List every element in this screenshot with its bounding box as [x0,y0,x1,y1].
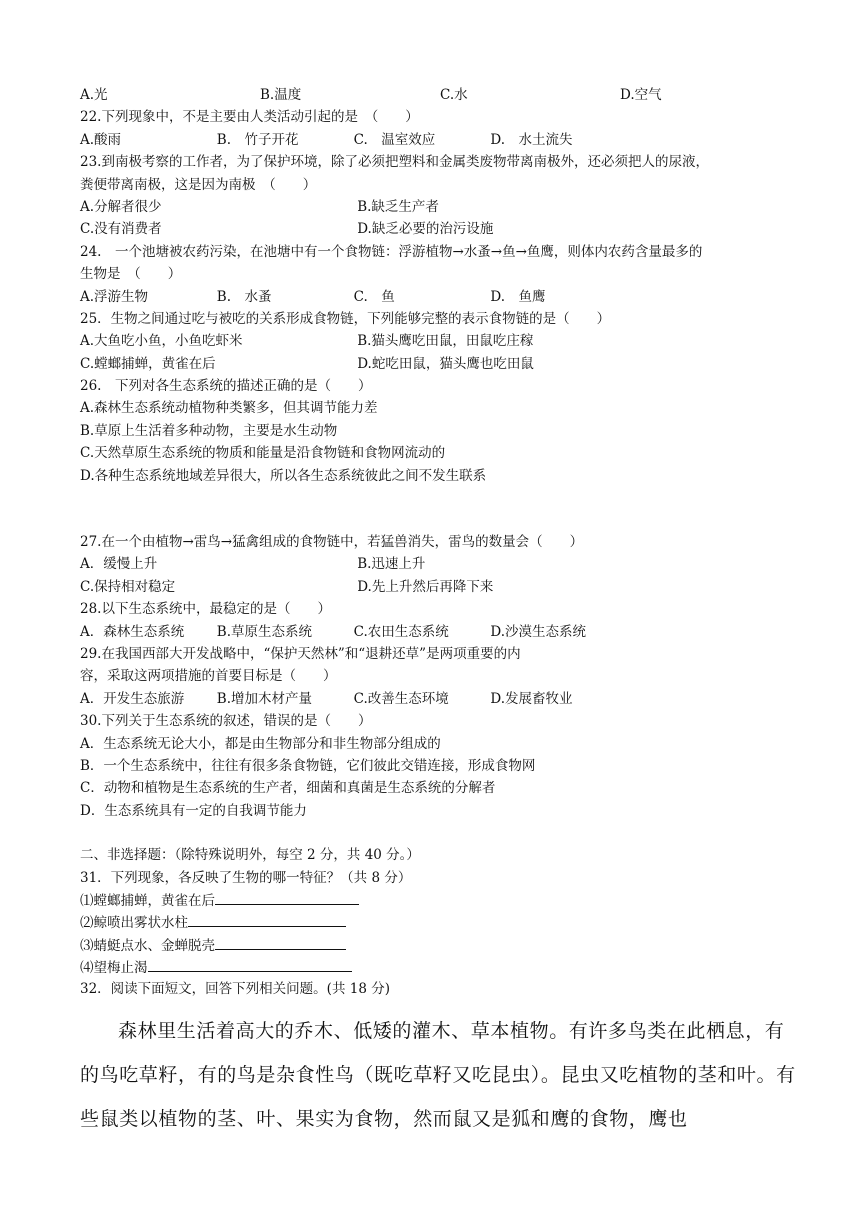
q31-item-1 [80,889,800,911]
q28-option-d: D.沙漠生态系统 [490,623,587,640]
q29-stem-line1: 29.在我国西部大开发战略中，“保护天然林”和“退耕还草”是两项重要的内 [80,645,521,662]
q22-option-a: A.酸雨 [80,131,122,148]
q29-option-c: C.改善生态环境 [353,690,449,707]
q32-reading-passage [80,1009,800,1141]
q30-option-c: C．动物和植物是生态系统的生产者，细菌和真菌是生态系统的分解者 [80,780,496,797]
q26-option-a: A.森林生态系统动植物种类繁多，但其调节能力差 [80,400,378,417]
q27-option-d: D.先上升然后再降下来 [357,578,494,595]
q22-stem: 22.下列现象中，不是主要由人类活动引起的是 （ ） [80,109,419,126]
q25-option-c: C.螳螂捕蝉，黄雀在后 [80,355,216,372]
q21-option-b: B.温度 [260,87,302,103]
q29-option-b: B.增加木材产量 [216,690,313,707]
q31-item-3-text: ⑶蜻蜓点水、金蝉脱壳 [80,937,215,954]
q25-stem: 25．生物之间通过吃与被吃的关系形成食物链，下列能够完整的表示食物链的是（ ） [80,310,611,327]
q28-option-a: A．森林生态系统 [80,623,185,640]
q28-options [80,621,800,643]
q31-item-4-text: ⑷望梅止渴 [80,960,148,977]
q26-option-c: C.天然草原生态系统的物质和能量是沿食物链和食物网流动的 [80,445,446,462]
q24-option-d: D. 鱼鹰 [490,288,546,305]
q30-stem: 30.下列关于生态系统的叙述，错误的是（ ） [80,713,372,730]
q27-option-a: A．缓慢上升 [80,556,158,573]
q21-option-c: C.水 [440,87,468,103]
q21-options [80,84,800,106]
q24-option-a: A.浮游生物 [80,288,149,305]
q25-option-b: B.猫头鹰吃田鼠，田鼠吃庄稼 [357,333,534,350]
q31-stem: 31．下列现象，各反映了生物的哪一特征？（共 8 分） [80,869,412,886]
q32-passage-text: 森林里生活着高大的乔木、低矮的灌木、草本植物。有许多鸟类在此栖息，有的鸟吃草籽，有的鸟是杂食性鸟（既吃草籽又吃昆虫）。昆虫又吃植物的茎和叶。有些鼠类以植物的茎、叶、果实为食物，然而鼠又是狐和鹰的食物，鹰也 [80,1019,796,1130]
q26-option-b: B.草原上生活着多种动物，主要是水生动物 [80,422,338,439]
q31-item-2-text: ⑵鲸喷出雾状水柱 [80,915,188,932]
q22-options [80,129,800,151]
q31-answer-blank-2[interactable] [188,911,346,927]
q31-answer-blank-4[interactable] [148,956,352,972]
q28-option-c: C.农田生态系统 [353,623,449,640]
q25-options-row2 [80,353,800,375]
q27-stem: 27.在一个由植物→雷鸟→猛禽组成的食物链中，若猛兽消失，雷鸟的数量会（ ） [80,534,584,551]
q31-item-4 [80,956,800,978]
q30-option-a: A．生态系统无论大小，都是由生物部分和非生物部分组成的 [80,735,441,752]
q30-option-b: B．一个生态系统中，往往有很多条食物链，它们彼此交错连接，形成食物网 [80,757,536,774]
q28-stem: 28.以下生态系统中，最稳定的是（ ） [80,601,331,618]
q25-options-row1 [80,330,800,352]
q28-option-b: B.草原生态系统 [216,623,313,640]
q32-stem: 32．阅读下面短文，回答下列相关问题。(共 18 分) [80,981,390,998]
q23-option-b: B.缺乏生产者 [357,198,439,215]
q23-option-c: C.没有消费者 [80,221,162,238]
q29-option-d: D.发展畜牧业 [490,690,573,707]
section-2-title: 二、非选择题：（除特殊说明外，每空 2 分，共 40 分。） [80,847,420,864]
q31-item-2 [80,911,800,933]
q21-option-a: A.光 [80,87,108,103]
q27-option-b: B.迅速上升 [357,556,426,573]
q29-options [80,688,800,710]
q30-option-d: D．生态系统具有一定的自我调节能力 [80,802,307,819]
q26-stem: 26. 下列对各生态系统的描述正确的是（ ） [80,378,372,395]
q23-stem-line2: 粪便带离南极，这是因为南极 （ ） [80,176,317,193]
q31-answer-blank-1[interactable] [215,889,359,905]
q23-options-row1 [80,196,800,218]
q27-option-c: C.保持相对稳定 [80,578,176,595]
q24-stem-line2: 生物是 （ ） [80,266,182,283]
q24-options [80,286,800,308]
q21-option-d: D.空气 [620,87,662,103]
q26-option-d: D.各种生态系统地域差异很大，所以各生态系统彼此之间不发生联系 [80,467,487,484]
q22-option-d: D. 水土流失 [490,131,573,148]
q23-stem-line1: 23.到南极考察的工作者，为了保护环境，除了必须把塑料和金属类废物带离南极外，还必须把人的尿液， [80,154,709,171]
exam-page [80,84,800,1141]
q24-option-c: C. 鱼 [353,288,395,305]
q22-option-b: B. 竹子开花 [216,131,299,148]
q25-option-a: A.大鱼吃小鱼，小鱼吃虾米 [80,333,243,350]
blank-gap-2 [80,822,800,844]
q22-option-c: C. 温室效应 [353,131,436,148]
q31-item-1-text: ⑴螳螂捕蝉，黄雀在后 [80,892,215,909]
q24-option-b: B. 水蚤 [216,288,272,305]
q23-options-row2 [80,218,800,240]
q25-option-d: D.蛇吃田鼠，猫头鹰也吃田鼠 [357,355,534,372]
q31-item-3 [80,934,800,956]
q31-answer-blank-3[interactable] [215,934,346,950]
q27-options-row1 [80,553,800,575]
q27-options-row2 [80,576,800,598]
blank-gap [80,487,800,531]
q29-option-a: A．开发生态旅游 [80,690,185,707]
q24-stem-line1: 24. 一个池塘被农药污染，在池塘中有一个食物链：浮游植物→水蚤→鱼→鱼鹰，则体内农药含量最多的 [80,243,703,260]
q23-option-d: D.缺乏必要的治污设施 [357,221,494,238]
q29-stem-line2: 容，采取这两项措施的首要目标是（ ） [80,668,337,685]
q23-option-a: A.分解者很少 [80,198,162,215]
